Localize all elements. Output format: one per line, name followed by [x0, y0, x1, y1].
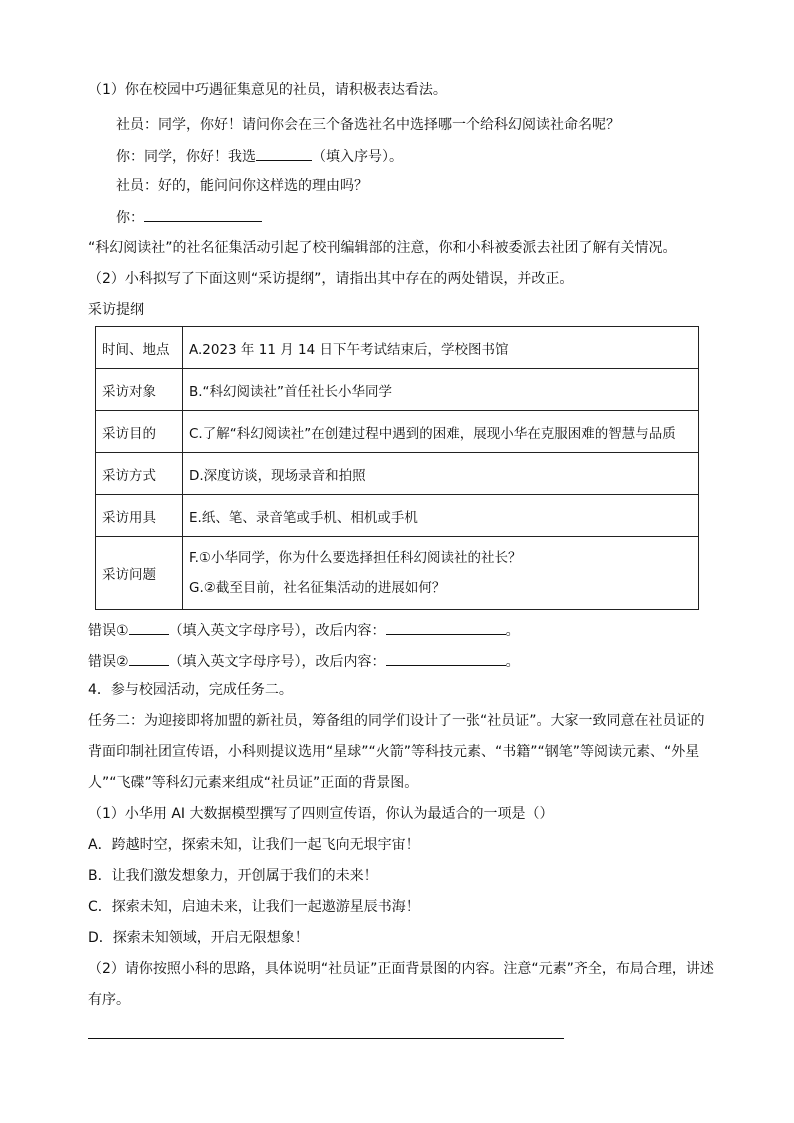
row-label: 时间、地点 [96, 327, 183, 369]
dialogue-line-2 [116, 145, 403, 165]
table-row [96, 369, 699, 411]
row-content [183, 537, 699, 610]
row-label: 采访对象 [96, 369, 183, 411]
question-f: F.①小华同学，你为什么要选择担任科幻阅读社的社长？ [189, 550, 522, 566]
row-content: B.“科幻阅读社”首任社长小华同学 [183, 369, 699, 411]
sub-question-2-line-2: 有序。 [88, 992, 130, 1008]
error-2-fix-blank[interactable] [386, 650, 506, 666]
dialogue-line-1: 社员：同学，你好！请问你会在三个备选社名中选择哪一个给科幻阅读社命名呢？ [116, 117, 620, 133]
dialogue-line-4-prefix: 你： [116, 210, 144, 226]
error-2-mid: （填入英文字母序号），改后内容： [168, 654, 386, 670]
sub-question-2-line-1: （2）请你按照小科的思路，具体说明“社员证”正面背景图的内容。注意“元素”齐全，布局合理，讲述 [88, 961, 714, 977]
error-2-letter-blank[interactable] [129, 650, 169, 666]
table-row [96, 411, 699, 453]
task-line-3: 人”“飞碟”等科幻元素来组成“社员证”正面的背景图。 [88, 775, 419, 791]
answer-blank-choice[interactable] [256, 145, 312, 161]
error-2-prefix: 错误② [88, 654, 129, 670]
error-1-prefix: 错误① [88, 623, 129, 639]
option-c[interactable]: C．探索未知，启迪未来，让我们一起遨游星辰书海！ [88, 899, 420, 915]
error-line-2 [88, 650, 520, 670]
row-label: 采访方式 [96, 453, 183, 495]
error-2-end: 。 [505, 654, 520, 670]
table-row [96, 327, 699, 369]
answer-line[interactable] [88, 1038, 564, 1039]
error-1-end: 。 [505, 623, 520, 639]
dialogue-line-2-suffix: （填入序号）。 [312, 149, 403, 165]
row-content: C.了解“科幻阅读社”在创建过程中遇到的困难，展现小华在克服困难的智慧与品质 [183, 411, 699, 453]
question-g: G.②截至目前，社名征集活动的进展如何？ [189, 580, 446, 596]
dialogue-line-3: 社员：好的，能问问你这样选的理由吗？ [116, 178, 368, 194]
error-line-1 [88, 619, 520, 639]
context-paragraph: “科幻阅读社”的社名征集活动引起了校刊编辑部的注意，你和小科被委派去社团了解有关情况。 [88, 240, 677, 256]
task-line-1: 任务二：为迎接即将加盟的新社员，筹备组的同学们设计了一张“社员证”。大家一致同意在社员证的 [88, 713, 705, 729]
interview-outline-table [95, 326, 699, 610]
table-row [96, 453, 699, 495]
part1-intro: （1）你在校园中巧遇征集意见的社员，请积极表达看法。 [88, 82, 447, 98]
option-d[interactable]: D．探索未知领域，开启无限想象！ [88, 930, 309, 946]
table-row [96, 537, 699, 610]
row-label: 采访问题 [96, 537, 183, 610]
row-content: D.深度访谈，现场录音和拍照 [183, 453, 699, 495]
dialogue-line-4 [116, 206, 262, 226]
error-1-fix-blank[interactable] [386, 619, 506, 635]
option-b[interactable]: B．让我们激发想象力，开创属于我们的未来！ [88, 868, 378, 884]
error-1-mid: （填入英文字母序号），改后内容： [168, 623, 386, 639]
row-label: 采访用具 [96, 495, 183, 537]
row-content: E.纸、笔、录音笔或手机、相机或手机 [183, 495, 699, 537]
row-content: A.2023 年 11 月 14 日下午考试结束后，学校图书馆 [183, 327, 699, 369]
table-title: 采访提纲 [88, 302, 144, 318]
option-a[interactable]: A．跨越时空，探索未知，让我们一起飞向无垠宇宙！ [88, 837, 420, 853]
task-line-2: 背面印制社团宣传语，小科则提议选用“星球”“火箭”等科技元素、“书籍”“钢笔”等阅读元素、“外星 [88, 744, 700, 760]
q4-title: 4．参与校园活动，完成任务二。 [88, 682, 293, 698]
row-label: 采访目的 [96, 411, 183, 453]
error-1-letter-blank[interactable] [129, 619, 169, 635]
table-row [96, 495, 699, 537]
answer-blank-reason[interactable] [144, 206, 262, 222]
dialogue-line-2-prefix: 你：同学，你好！我选 [116, 149, 256, 165]
sub-question-1: （1）小华用 AI 大数据模型撰写了四则宣传语，你认为最适合的一项是（） [88, 806, 554, 822]
part2-intro: （2）小科拟写了下面这则“采访提纲”，请指出其中存在的两处错误，并改正。 [88, 271, 574, 287]
